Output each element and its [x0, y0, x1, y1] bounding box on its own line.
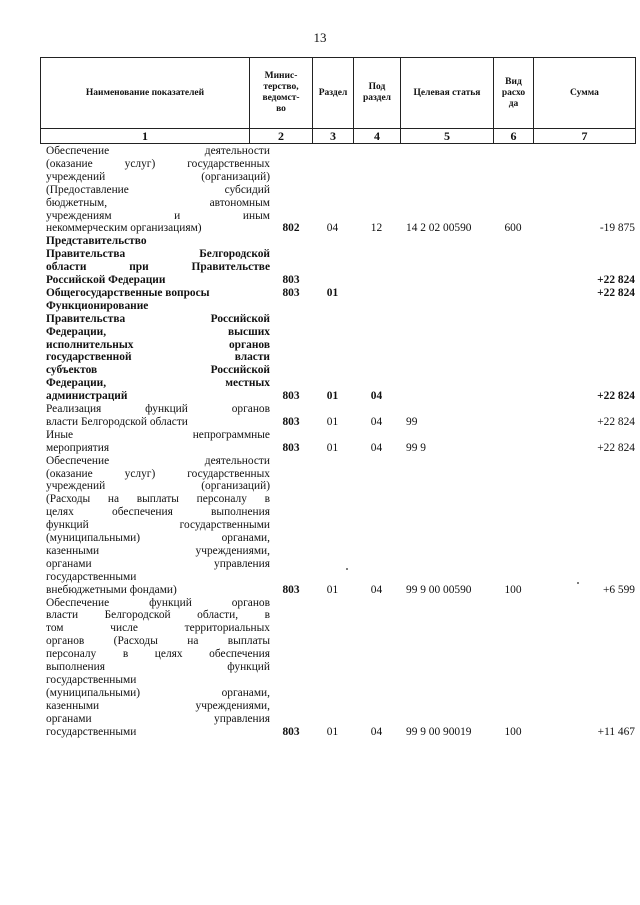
indicator-name-line: государственными [46, 725, 137, 738]
indicator-name-line: Общегосударственные вопросы [46, 286, 210, 299]
indicator-name-line: Федерации, высших [46, 325, 270, 338]
indicator-name-line: Обеспечение деятельности [46, 145, 270, 157]
expense-type-cell: 100 [504, 583, 522, 596]
indicator-name-line: некоммерческим организациям) [46, 222, 202, 235]
section-cell: 01 [326, 583, 339, 596]
indicator-name-line: государственными [46, 673, 137, 686]
indicator-name-line: органов (Расходы на выплаты [46, 635, 270, 648]
header-ministry: Минис- терство, ведомст- во [262, 71, 300, 114]
amount-cell: +22 824 [597, 390, 635, 403]
header-amount: Сумма [570, 87, 599, 98]
ministry-cell: 803 [282, 286, 300, 299]
indicator-name-line: Реализация функций органов [46, 403, 270, 415]
indicator-name-line: (Расходы на выплаты персоналу в [46, 493, 270, 506]
indicator-name-line: органами управления [46, 712, 270, 725]
scan-speck [577, 582, 579, 584]
subsection-cell: 04 [370, 415, 383, 428]
indicator-name-line: (муниципальными) органами, [46, 532, 270, 544]
indicator-name-line: выполнения функций [46, 661, 270, 673]
header-target: Целевая статья [413, 87, 481, 98]
indicator-name-line: государственной власти [46, 351, 270, 364]
column-number: 7 [581, 129, 588, 143]
col-divider [635, 57, 636, 144]
header-subsection: Под раздел [362, 82, 392, 103]
column-number: 1 [142, 129, 148, 143]
indicator-name-line: власти Белгородской области [46, 415, 188, 428]
target-article-cell: 99 9 00 00590 [406, 583, 472, 596]
target-article-cell: 99 [406, 415, 418, 428]
indicator-name-line: области при Правительстве [46, 261, 270, 274]
column-number: 3 [330, 129, 336, 143]
column-number: 5 [444, 129, 450, 143]
indicator-name-line: учреждений (организаций) [46, 170, 270, 183]
indicator-name-line: исполнительных органов [46, 338, 270, 351]
indicator-name-line: власти Белгородской области, в [46, 609, 270, 622]
target-article-cell: 99 9 00 90019 [406, 725, 472, 738]
subsection-cell: 04 [370, 725, 383, 738]
indicator-name-line: Федерации, местных [46, 377, 270, 390]
column-number: 4 [374, 129, 380, 143]
indicator-name-line: мероприятия [46, 441, 110, 454]
section-cell: 01 [326, 390, 339, 403]
target-article-cell: 99 9 [406, 441, 426, 454]
indicator-name-line: государственными [46, 570, 137, 583]
section-cell: 01 [326, 286, 339, 299]
ministry-cell: 803 [282, 583, 300, 596]
ministry-cell: 803 [282, 441, 300, 454]
amount-cell: +22 824 [597, 441, 635, 454]
indicator-name-line: Обеспечение деятельности [46, 454, 270, 467]
expense-type-cell: 100 [504, 725, 522, 738]
indicator-name-line: субъектов Российской [46, 364, 270, 377]
indicator-name-line: Представительство [46, 235, 147, 248]
indicator-name-line: Правительства Российской [46, 312, 270, 325]
ministry-cell: 802 [282, 222, 300, 235]
amount-cell: -19 875 [599, 222, 635, 235]
target-article-cell: 14 2 02 00590 [406, 222, 472, 235]
page-number: 13 [313, 30, 327, 45]
header-name: Наименование показателей [85, 87, 205, 98]
indicator-name-line: администраций [46, 390, 128, 403]
column-number: 6 [510, 129, 517, 143]
indicator-name-line: Правительства Белгородской [46, 248, 270, 261]
indicator-name-line: бюджетным, автономным [46, 196, 270, 209]
ministry-cell: 803 [282, 390, 300, 403]
indicator-name-line: (оказание услуг) государственных [46, 157, 270, 170]
header-section: Раздел [318, 87, 348, 98]
subsection-cell: 12 [370, 222, 383, 235]
indicator-name-line: Обеспечение функций органов [46, 596, 270, 609]
ministry-cell: 803 [282, 725, 300, 738]
amount-cell: +6 599 [602, 583, 635, 596]
expense-type-cell: 600 [504, 222, 522, 235]
indicator-name-line: персоналу в целях обеспечения [46, 648, 270, 661]
indicator-name-line: целях обеспечения выполнения [46, 506, 270, 519]
subsection-cell: 04 [370, 441, 383, 454]
section-cell: 01 [326, 441, 339, 454]
ministry-cell: 803 [282, 415, 300, 428]
indicator-name-line: внебюджетными фондами) [46, 583, 177, 596]
section-cell: 04 [326, 222, 339, 235]
indicator-name-line: (Предоставление субсидий [46, 183, 270, 196]
column-number: 2 [278, 129, 284, 143]
indicator-name-line: функций государственными [46, 519, 270, 532]
indicator-name-line: (муниципальными) органами, [46, 686, 270, 699]
indicator-name-line: казенными учреждениями, [46, 544, 270, 557]
section-cell: 01 [326, 415, 339, 428]
subsection-cell: 04 [370, 583, 383, 596]
indicator-name-line: учреждений (организаций) [46, 480, 270, 493]
indicator-name-line: Функционирование [46, 299, 149, 312]
indicator-name-line: Иные непрограммные [46, 428, 270, 441]
indicator-name-line: органами управления [46, 557, 270, 570]
indicator-name-line: том числе территориальных [46, 622, 270, 635]
indicator-name-line: учреждениям и иным [46, 209, 270, 222]
amount-cell: +22 824 [597, 415, 635, 428]
scan-speck [346, 568, 348, 570]
indicator-name-line: (оказание услуг) государственных [46, 467, 270, 480]
amount-cell: +22 824 [597, 274, 635, 286]
amount-cell: +11 467 [597, 725, 635, 738]
amount-cell: +22 824 [597, 286, 635, 299]
ministry-cell: 803 [282, 274, 300, 286]
indicator-name-line: Российской Федерации [46, 274, 166, 286]
indicator-name-line: казенными учреждениями, [46, 699, 270, 712]
subsection-cell: 04 [370, 390, 383, 403]
section-cell: 01 [326, 725, 339, 738]
header-expense-type: Вид расхо да [501, 76, 526, 109]
